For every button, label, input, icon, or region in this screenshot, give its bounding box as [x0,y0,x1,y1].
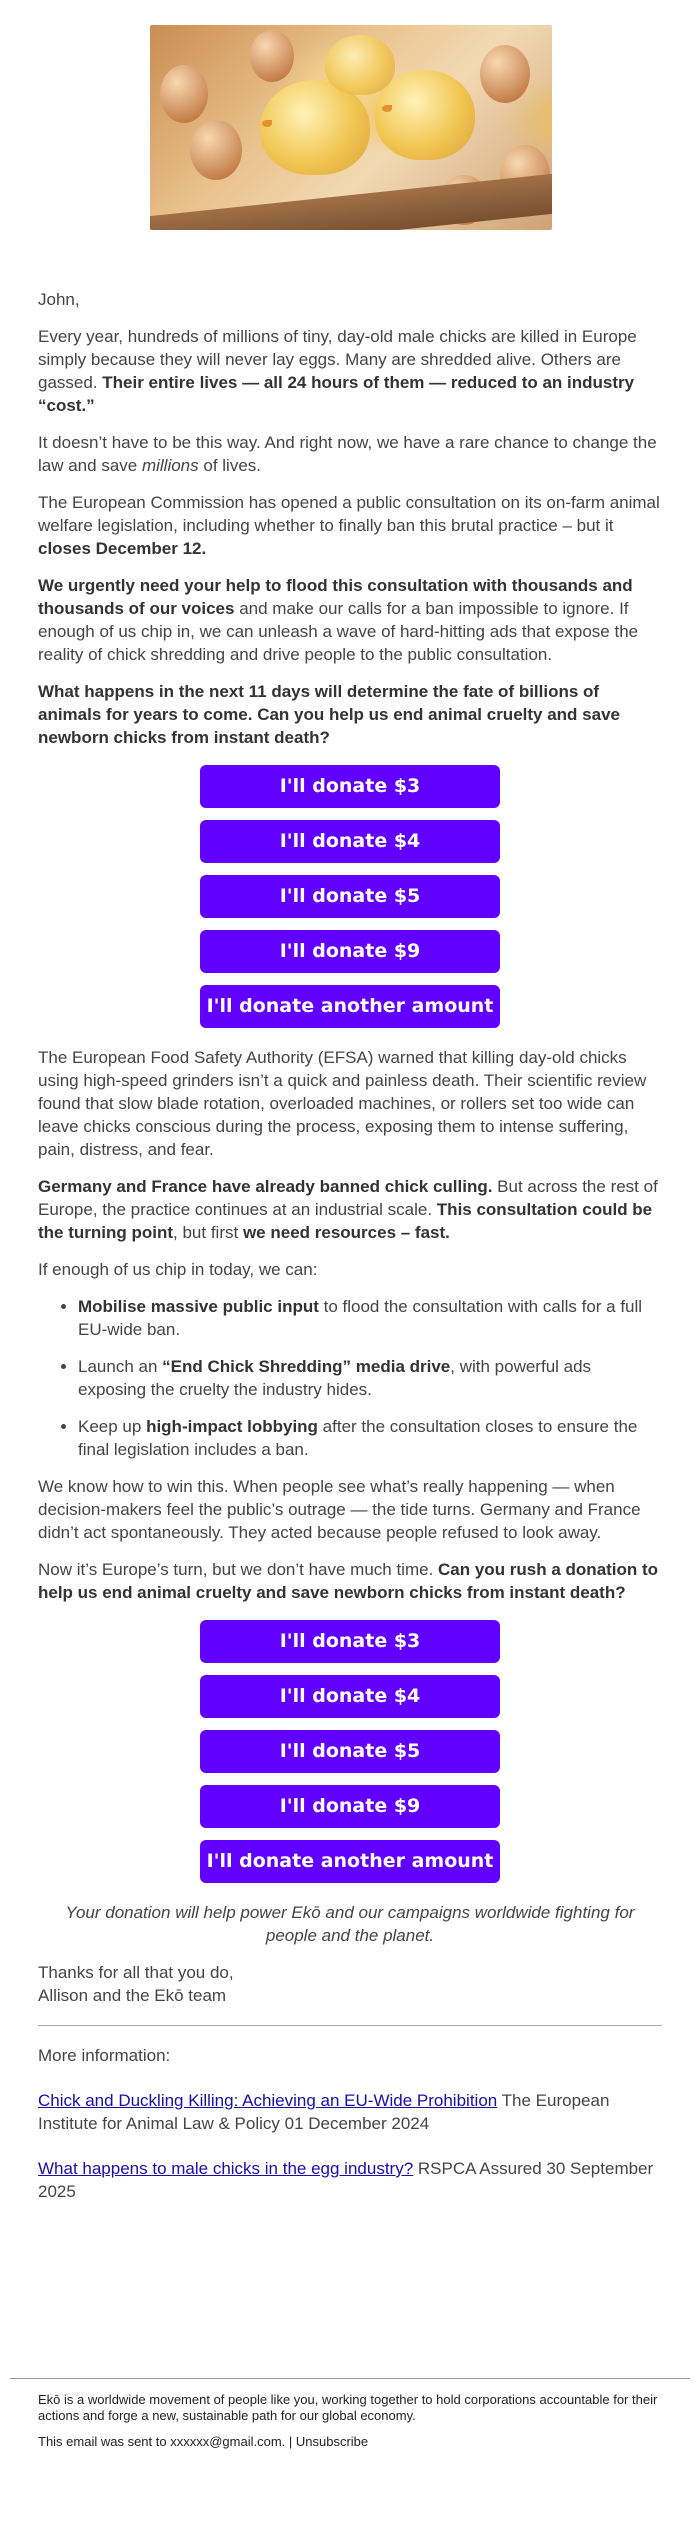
paragraph-change-law: It doesn’t have to be this way. And right now, we have a rare chance to change the law and save millions of lives. [38,433,657,475]
chick-shape [375,70,475,160]
crate-edge [150,174,552,230]
reference-link[interactable]: Chick and Duckling Killing: Achieving an EU-Wide Prohibition [38,2091,498,2110]
reference-item: What happens to male chicks in the egg industry? RSPCA Assured 30 September 2025 [38,2159,654,2201]
hero-image-chicks [150,25,552,230]
donate-9-button[interactable]: I'll donate $9 [200,1785,500,1828]
donate-4-button[interactable]: I'll donate $4 [200,1675,500,1718]
egg-shape [480,45,530,103]
donation-tagline: Your donation will help power Ekō and our campaigns worldwide fighting for people and the planet. [65,1903,635,1945]
reference-item: Chick and Duckling Killing: Achieving an EU-Wide Prohibition The European Institute for Animal Law & Policy 01 December 2024 [38,2091,610,2133]
paragraph-win: We know how to win this. When people see what’s really happening — when decision-makers feel the public’s outrage — the tide turns. Germany and France didn’t act spontaneously. They acted because people refused to look away. [38,1477,641,1542]
paragraph-chip-in: If enough of us chip in today, we can: [38,1260,318,1279]
donate-4-button[interactable]: I'll donate $4 [200,820,500,863]
paragraph-europe-turn: Now it’s Europe’s turn, but we don’t have much time. Can you rush a donation to help us end animal cruelty and save newborn chicks from instant death? [38,1560,659,1602]
action-list [38,1295,662,1461]
donate-buttons-top [38,765,662,1028]
paragraph-consultation: The European Commission has opened a public consultation on its on-farm animal welfare legislation, including whether to finally ban this brutal practice – but it closes December 12. [38,493,660,558]
donate-other-button[interactable]: I'll donate another amount [200,985,500,1028]
list-item: • Keep up high-impact lobbying after the consultation closes to ensure the final legislation includes a ban. [78,1415,662,1461]
egg-shape [250,30,294,82]
donate-other-button[interactable]: I'll donate another amount [200,1840,500,1883]
paragraph-germany-france: Germany and France have already banned chick culling. But across the rest of Europe, the practice continues at an industrial scale. This consultation could be the turning point, but first we need resources – fast. [38,1177,658,1242]
chick-shape [325,35,395,95]
footer-divider [10,2378,690,2379]
footer-sent-to: This email was sent to xxxxxx@gmail.com. | Unsubscribe [38,2434,369,2449]
paragraph-efsa: The European Food Safety Authority (EFSA) warned that killing day-old chicks using high-speed grinders isn’t a quick and painless death. Their scientific review found that slow blade rotation, overloaded machines, or rollers set too wide can leave chicks conscious during the process, exposing them to intense suffering, pain, distress, and fear. [38,1048,647,1159]
donate-9-button[interactable]: I'll donate $9 [200,930,500,973]
chick-beak [262,120,272,127]
list-item: • Launch an “End Chick Shredding” media drive, with powerful ads exposing the cruelty the industry hides. [78,1355,662,1401]
donate-5-button[interactable]: I'll donate $5 [200,1730,500,1773]
footer [38,2392,662,2460]
footer-about: Ekō is a worldwide movement of people like you, working together to hold corporations accountable for their actions and forge a new, sustainable path for our global economy. [38,2392,658,2423]
list-item: • Mobilise massive public input to flood the consultation with calls for a full EU-wide ban. [78,1295,662,1341]
paragraph-urgent: We urgently need your help to flood this consultation with thousands and thousands of our voices and make our calls for a ban impossible to ignore. If enough of us chip in, we can unleash a wave of hard-hitting ads that expose the reality of chick shredding and drive people to the public consultation. [38,576,639,664]
greeting: John, [38,290,80,309]
chick-beak [382,105,392,112]
more-info-heading: More information: [38,2046,171,2065]
donate-5-button[interactable]: I'll donate $5 [200,875,500,918]
divider [38,2025,662,2026]
egg-shape [160,65,208,123]
donate-3-button[interactable]: I'll donate $3 [200,1620,500,1663]
egg-shape [190,120,242,180]
reference-link[interactable]: What happens to male chicks in the egg industry? [38,2159,414,2178]
email-body [38,288,662,2217]
donate-3-button[interactable]: I'll donate $3 [200,765,500,808]
paragraph-ask: What happens in the next 11 days will determine the fate of billions of animals for years to come. Can you help us end animal cruelty and save newborn chicks from instant death? [38,682,620,747]
paragraph-intro: Every year, hundreds of millions of tiny, day-old male chicks are killed in Europe simply because they will never lay eggs. Many are shredded alive. Others are gassed. Their entire lives — all 24 hours of them — reduced to an industry “cost.” [38,327,637,415]
donate-buttons-bottom [38,1620,662,1883]
signoff: Thanks for all that you do, Allison and the Ekō team [38,1963,234,2005]
